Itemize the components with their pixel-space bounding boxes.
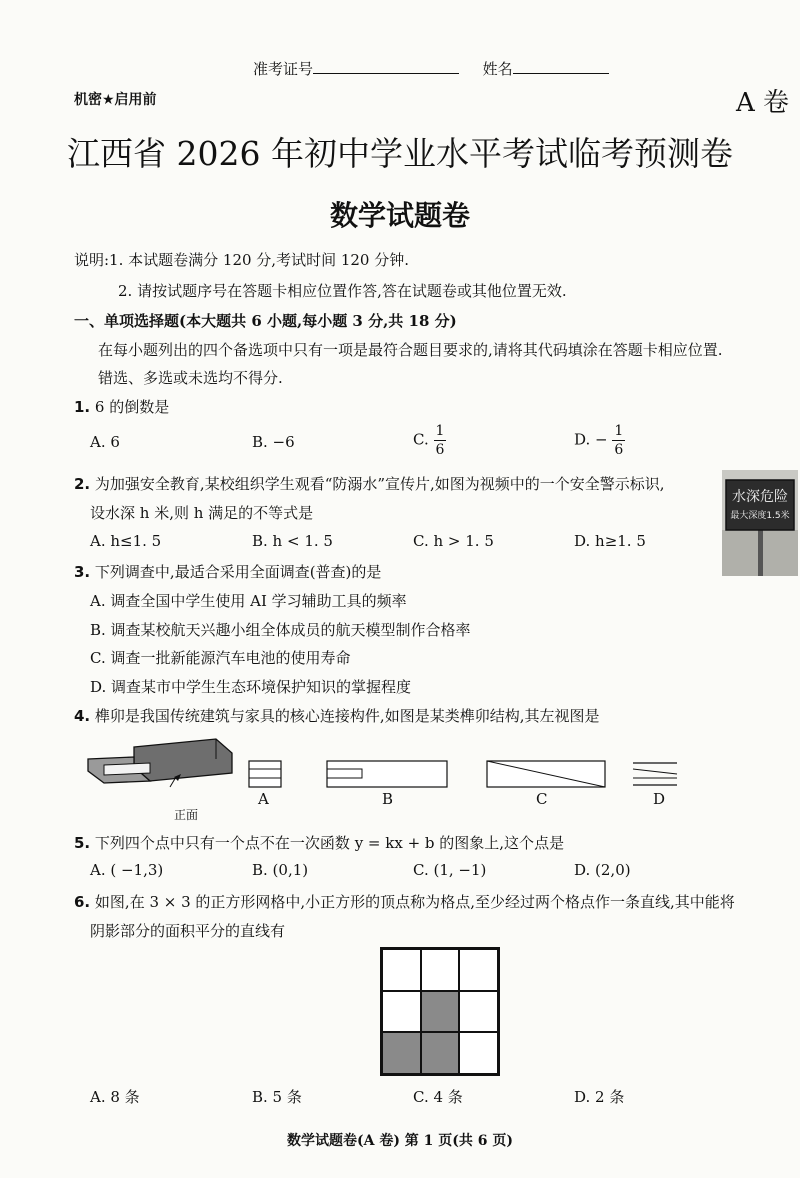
exam-number-label: 准考证号 — [253, 60, 314, 78]
page-subtitle: 数学试题卷 — [329, 199, 470, 232]
name-blank — [513, 59, 609, 74]
question-5-stem: 5. 下列四个点中只有一个点不在一次函数 y = kx + b 的图象上,这个点是 — [74, 834, 565, 852]
q4-option-d-label: D — [653, 790, 666, 808]
q6-option-d: D. 2 条 — [574, 1088, 625, 1106]
question-2-stem-line-2: 设水深 h 米,则 h 满足的不等式是 — [90, 504, 314, 522]
q1-option-c: C. $\frac{1}{6}$ — [413, 423, 445, 458]
q2-option-c: C. h > 1. 5 — [413, 532, 494, 550]
page-footer: 数学试题卷(A 卷) 第 1 页(共 6 页) — [286, 1133, 514, 1149]
grid-cell — [459, 1032, 498, 1074]
note-line-2: 2. 请按试题序号在答题卡相应位置作答,答在试题卷或其他位置无效. — [118, 282, 567, 300]
grid-cell-shaded — [421, 1032, 460, 1074]
q2-option-a: A. h≤1. 5 — [90, 532, 162, 550]
sign-text-line-2: 最大深度1.5米 — [730, 511, 790, 521]
water-danger-sign-image — [722, 470, 798, 576]
q4-option-a-figure — [248, 760, 282, 788]
q4-option-c-figure — [486, 760, 606, 788]
sign-text-line-1: 水深危险 — [732, 489, 788, 505]
q1-option-b: B. −6 — [252, 433, 295, 451]
question-6-stem-line-1: 6. 如图,在 3 × 3 的正方形网格中,小正方形的顶点称为格点,至少经过两个格点作一条直线,其中能将 — [74, 893, 735, 911]
q3-option-d: D. 调查某市中学生生态环境保护知识的掌握程度 — [90, 678, 412, 696]
confidential-mark: 机密★启用前 — [74, 92, 157, 108]
grid-cell — [382, 991, 421, 1033]
q4-option-c-label: C — [536, 790, 548, 808]
grid-cell-shaded — [421, 991, 460, 1033]
question-6-stem-line-2: 阴影部分的面积平分的直线有 — [90, 922, 286, 940]
q2-option-b: B. h < 1. 5 — [252, 532, 333, 550]
question-4-stem: 4. 榫卯是我国传统建筑与家具的核心连接构件,如图是某类榫卯结构,其左视图是 — [74, 707, 600, 725]
q3-option-a: A. 调查全国中学生使用 AI 学习辅助工具的频率 — [90, 592, 407, 610]
question-2-stem-line-1: 2. 为加强安全教育,某校组织学生观看“防溺水”宣传片,如图为视频中的一个安全警示标识, — [74, 475, 665, 493]
grid-cell — [459, 949, 498, 991]
q4-option-a-label: A — [258, 790, 269, 808]
grid-cell — [459, 991, 498, 1033]
paper-tag: A 卷 — [736, 88, 790, 118]
q4-option-b-label: B — [382, 790, 394, 808]
section-instruction-2: 错选、多选或未选均不得分. — [98, 369, 283, 387]
q6-option-b: B. 5 条 — [252, 1088, 302, 1106]
section-heading: 一、单项选择题(本大题共 6 小题,每小题 3 分,共 18 分) — [74, 312, 457, 330]
q5-option-a: A. ( −1,3) — [90, 861, 164, 879]
exam-number-field — [253, 58, 609, 79]
front-view-label: 正面 — [174, 808, 199, 822]
q4-option-d-figure — [632, 760, 678, 788]
q1-option-d: D. − $\frac{1}{6}$ — [574, 423, 624, 458]
mortise-tenon-3d-figure — [86, 735, 246, 805]
q6-option-c: C. 4 条 — [413, 1088, 463, 1106]
q1-option-a: A. 6 — [90, 433, 120, 451]
note-line-1: 说明:1. 本试题卷满分 120 分,考试时间 120 分钟. — [74, 251, 410, 269]
q5-option-c: C. (1, −1) — [413, 861, 487, 879]
grid-cell-shaded — [382, 1032, 421, 1074]
q5-option-d: D. (2,0) — [574, 861, 631, 879]
name-label: 姓名 — [482, 60, 513, 78]
grid-cell — [421, 949, 460, 991]
section-instruction-1: 在每小题列出的四个备选项中只有一项是最符合题目要求的,请将其代码填涂在答题卡相应位置. — [98, 341, 723, 359]
question-3-stem: 3. 下列调查中,最适合采用全面调查(普查)的是 — [74, 563, 382, 581]
question-1-stem: 1. 6 的倒数是 — [74, 398, 170, 416]
q4-option-b-figure — [326, 760, 448, 788]
page-title: 江西省 2026 年初中学业水平考试临考预测卷 — [67, 134, 733, 173]
exam-number-blank — [313, 59, 459, 74]
q6-option-a: A. 8 条 — [90, 1088, 140, 1106]
q3-option-c: C. 调查一批新能源汽车电池的使用寿命 — [90, 649, 351, 667]
q2-option-d: D. h≥1. 5 — [574, 532, 646, 550]
shaded-3x3-grid — [380, 947, 500, 1076]
q5-option-b: B. (0,1) — [252, 861, 309, 879]
grid-cell — [382, 949, 421, 991]
q3-option-b: B. 调查某校航天兴趣小组全体成员的航天模型制作合格率 — [90, 621, 471, 639]
